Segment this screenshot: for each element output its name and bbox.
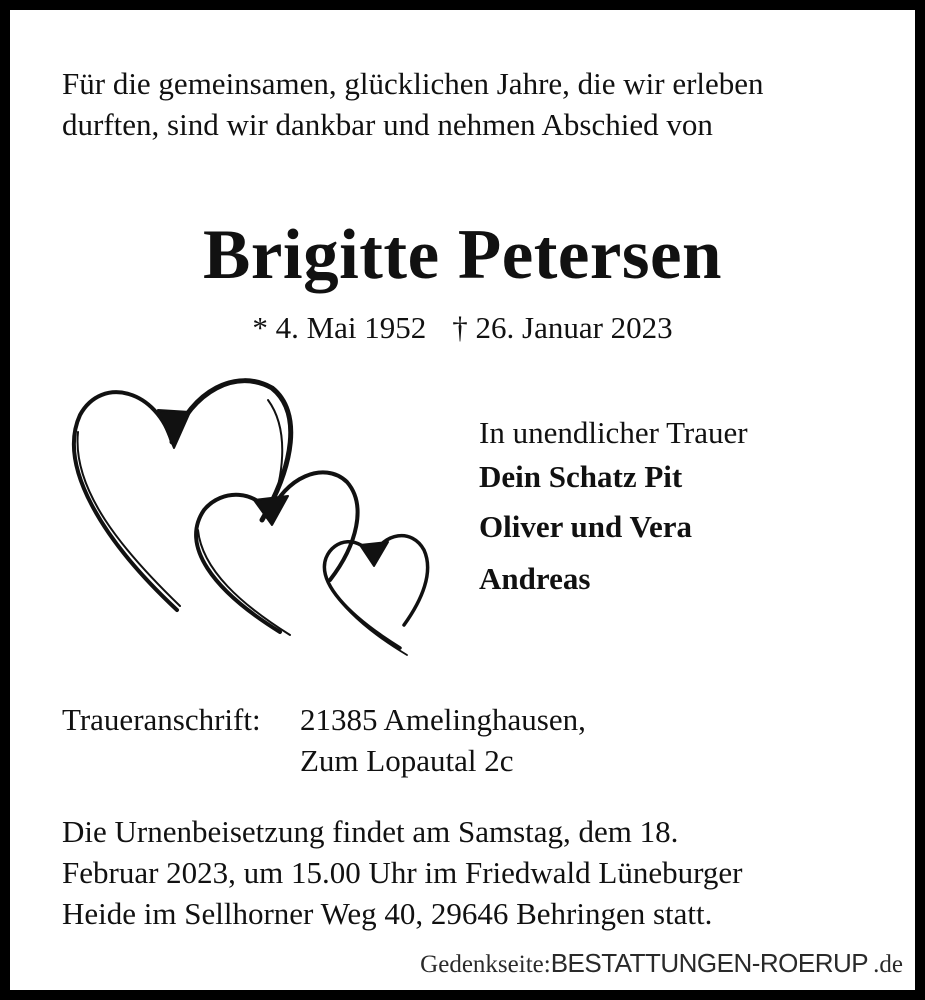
footer-tld: .de xyxy=(873,951,903,978)
address-line-1: 21385 Amelinghausen, xyxy=(300,702,586,737)
footer-prefix: Gedenkseite: xyxy=(420,951,551,978)
intro-line-2: durften, sind wir dankbar und nehmen Abschied von xyxy=(62,107,713,142)
birth-date: * 4. Mai 1952 xyxy=(252,310,427,345)
life-dates xyxy=(0,308,925,348)
heart-large xyxy=(74,392,177,610)
mourner-name: Oliver und Vera xyxy=(479,509,693,544)
footer-brand: BESTATTUNGEN-ROERUP xyxy=(550,948,869,978)
deceased-name: Brigitte Petersen xyxy=(202,216,723,294)
death-date: † 26. Januar 2023 xyxy=(452,310,673,345)
funeral-line-3: Heide im Sellhorner Weg 40, 29646 Behringen statt. xyxy=(62,896,713,931)
mourner-name: Dein Schatz Pit xyxy=(479,459,683,494)
memorial-page-link[interactable] xyxy=(420,948,903,980)
funeral-line-1: Die Urnenbeisetzung findet am Samstag, dem 18. xyxy=(62,814,679,849)
funeral-notice xyxy=(62,811,742,934)
three-hearts-icon xyxy=(62,370,442,670)
mourner-name: Andreas xyxy=(479,561,591,596)
intro-text xyxy=(62,63,764,145)
mourning-phrase: In unendlicher Trauer xyxy=(479,415,748,450)
address-line-2: Zum Lopautal 2c xyxy=(300,743,514,778)
address-label: Traueranschrift: xyxy=(62,702,261,737)
intro-line-1: Für die gemeinsamen, glücklichen Jahre, die wir erleben xyxy=(62,66,764,101)
funeral-line-2: Februar 2023, um 15.00 Uhr im Friedwald Lüneburger xyxy=(62,855,743,890)
